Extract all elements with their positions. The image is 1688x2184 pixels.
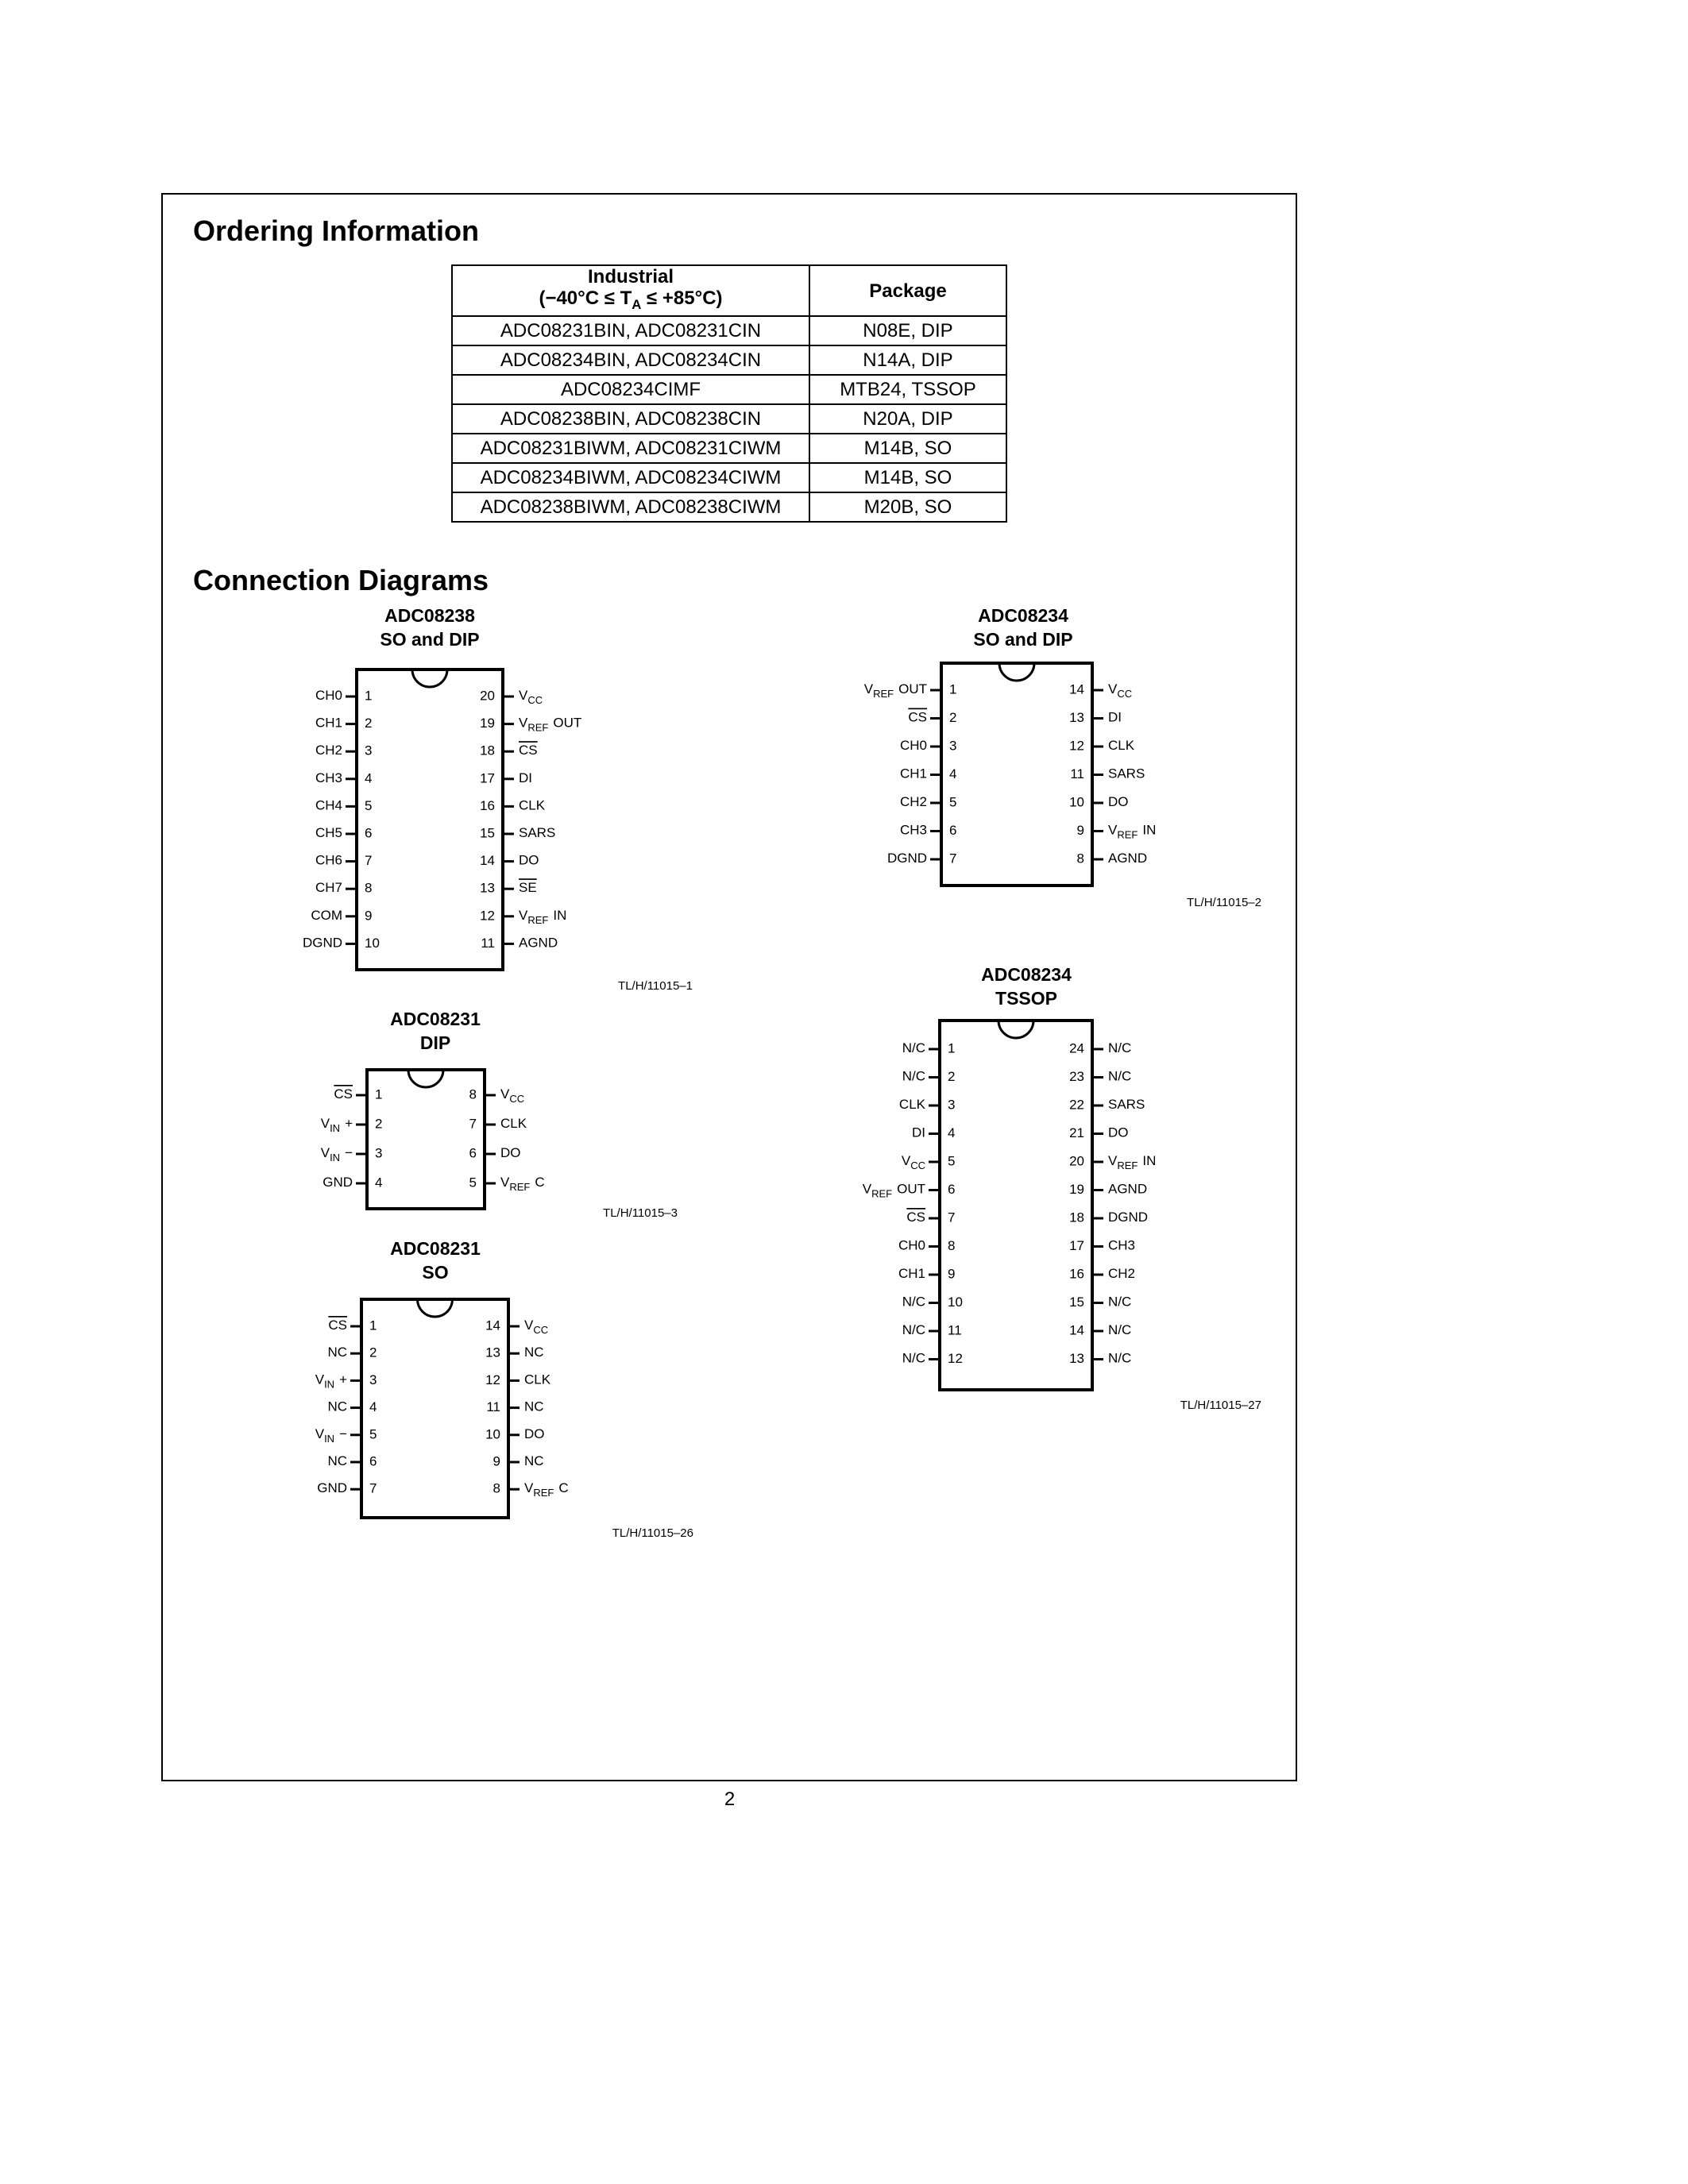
pin-number: 12 <box>485 1372 500 1387</box>
pin-label: $V_{CC}$ <box>524 1318 549 1337</box>
pin-number: 4 <box>365 770 373 786</box>
pin-number: 12 <box>1069 738 1084 754</box>
pin-number: 10 <box>1069 794 1084 810</box>
pin-number: 10 <box>485 1426 500 1442</box>
pin-label: $V_{REF}$ IN <box>1108 1153 1157 1172</box>
pin-label: DGND <box>886 851 927 866</box>
pin-number: 20 <box>1069 1153 1084 1169</box>
figure-reference: TL/H/11015–1 <box>618 979 693 993</box>
pin-number: 10 <box>948 1294 963 1310</box>
pin-number: 9 <box>948 1266 956 1282</box>
pin-label: $V_{REF}$ IN <box>1108 822 1157 841</box>
pin-number: 13 <box>1069 709 1084 725</box>
part-cell: ADC08234BIN, ADC08234CIN <box>452 345 809 375</box>
pin-label: $V_{IN}$ − <box>315 1426 347 1445</box>
pin-label: $V_{REF}$ OUT <box>519 716 582 735</box>
pin-number: 13 <box>480 880 495 896</box>
pin-number: 10 <box>365 935 380 951</box>
pin-number: 8 <box>365 880 373 896</box>
pin-label: N/C <box>902 1294 925 1310</box>
chip-adc08238 <box>303 605 693 993</box>
part-cell: ADC08234CIMF <box>452 375 809 404</box>
pin-label: NC <box>524 1399 544 1415</box>
pin-label: N/C <box>1108 1068 1132 1084</box>
package-cell: N08E, DIP <box>809 316 1006 345</box>
pin-label: CH2 <box>315 743 342 758</box>
pin-number: 19 <box>480 716 495 731</box>
chip-adc08234-dip <box>864 605 1261 909</box>
pin-label: CH5 <box>315 825 342 841</box>
chip-body <box>367 1070 485 1209</box>
pin-label: $V_{REF}$ IN <box>519 908 567 927</box>
chip-adc08231-so <box>315 1238 693 1540</box>
pin-label: DO <box>1108 794 1129 810</box>
pin-label: CH2 <box>899 794 927 810</box>
pin-number: 6 <box>365 825 373 841</box>
pin-label: CH3 <box>1108 1237 1136 1253</box>
pin-number: 7 <box>369 1480 377 1496</box>
figure-reference: TL/H/11015–27 <box>1180 1399 1261 1412</box>
pin-number: 2 <box>365 716 373 731</box>
pin-number: 7 <box>469 1116 477 1132</box>
chip-adc08234-tssop <box>863 964 1261 1412</box>
pin-number: 8 <box>948 1237 956 1253</box>
pin-number: 16 <box>1069 1266 1084 1282</box>
pin-label: GND <box>323 1175 353 1190</box>
part-cell: ADC08238BIWM, ADC08238CIWM <box>452 492 809 522</box>
pin-label: $V_{REF}$ C <box>500 1175 545 1194</box>
pin-number: 3 <box>365 743 373 758</box>
pin-label: DI <box>912 1125 925 1140</box>
part-cell: ADC08231BIN, ADC08231CIN <box>452 316 809 345</box>
pin-label: $V_{REF}$ OUT <box>862 1181 925 1200</box>
pin-number: 1 <box>948 1040 956 1056</box>
pin-number: 6 <box>369 1453 377 1469</box>
pin-number: 19 <box>1069 1181 1084 1197</box>
pin-number: 8 <box>492 1480 500 1496</box>
pin-label: DI <box>1108 709 1122 725</box>
pin-label: CH1 <box>315 716 342 731</box>
pin-number: 9 <box>1076 822 1084 838</box>
pin-label: $V_{IN}$ + <box>320 1116 353 1135</box>
pin-label: CLK <box>500 1116 527 1132</box>
pin-number: 12 <box>480 908 495 924</box>
pin-label: CH3 <box>899 822 927 838</box>
pin-label: N/C <box>1108 1350 1132 1366</box>
pin-label: CS <box>906 1210 925 1225</box>
pin-number: 11 <box>948 1322 962 1338</box>
pin-label: CH3 <box>315 770 342 786</box>
pin-number: 5 <box>369 1426 377 1442</box>
pin-label: $V_{CC}$ <box>519 688 543 707</box>
pin-number: 22 <box>1069 1097 1084 1113</box>
pin-number: 11 <box>486 1399 500 1415</box>
temp-range-sub: A <box>632 296 642 312</box>
figure-reference: TL/H/11015–3 <box>603 1206 678 1220</box>
pin-label: NC <box>327 1345 347 1360</box>
pin-label: CLK <box>519 797 546 813</box>
pin-number: 9 <box>365 908 373 924</box>
pin-label: NC <box>327 1453 347 1469</box>
pin-number: 6 <box>949 822 957 838</box>
pin-number: 14 <box>480 853 495 869</box>
pin-number: 2 <box>949 709 957 725</box>
pin-label: $V_{CC}$ <box>901 1153 925 1172</box>
pin-number: 1 <box>369 1318 377 1333</box>
pin-number: 5 <box>948 1153 956 1169</box>
pin-number: 1 <box>375 1086 383 1102</box>
pin-label: CH0 <box>899 738 927 754</box>
pin-label: CH2 <box>1108 1266 1136 1282</box>
package-cell: M14B, SO <box>809 434 1006 463</box>
chip-body <box>357 669 503 970</box>
pin-number: 4 <box>375 1175 383 1190</box>
pin-number: 9 <box>492 1453 500 1469</box>
pin-number: 11 <box>481 935 495 951</box>
ordering-title: Ordering Information <box>193 214 479 247</box>
pin-label: DO <box>1108 1125 1129 1140</box>
pin-label: N/C <box>902 1068 925 1084</box>
chip-package-label: SO and DIP <box>380 629 480 650</box>
pin-label: NC <box>327 1399 347 1415</box>
figure-reference: TL/H/11015–26 <box>612 1526 693 1540</box>
chip-title: ADC08238 <box>384 605 475 626</box>
pin-label: $V_{CC}$ <box>500 1086 525 1106</box>
pin-label: N/C <box>1108 1040 1132 1056</box>
pin-number: 21 <box>1069 1125 1084 1140</box>
pin-label: N/C <box>1108 1322 1132 1338</box>
pin-label: CLK <box>524 1372 551 1387</box>
pin-number: 3 <box>949 738 957 754</box>
temp-range-end: ≤ +85°C) <box>641 287 723 310</box>
part-cell: ADC08234BIWM, ADC08234CIWM <box>452 463 809 492</box>
pin-label: CS <box>519 743 538 758</box>
chip-adc08231-dip <box>321 1009 678 1220</box>
pin-label: N/C <box>1108 1294 1132 1310</box>
pin-number: 8 <box>469 1086 477 1102</box>
pin-number: 3 <box>948 1097 956 1113</box>
pin-label: CH4 <box>315 797 342 813</box>
pin-label: SARS <box>1108 766 1145 781</box>
connection-diagrams-title: Connection Diagrams <box>193 564 489 596</box>
pin-number: 15 <box>1069 1294 1084 1310</box>
pin-label: CH7 <box>315 880 342 896</box>
chip-title: ADC08234 <box>981 964 1072 985</box>
pin-label: CH0 <box>898 1237 925 1253</box>
pin-label: DGND <box>302 935 342 951</box>
pin-number: 1 <box>365 688 373 704</box>
pin-number: 2 <box>375 1116 383 1132</box>
pin-number: 6 <box>948 1181 956 1197</box>
pin-label: DO <box>519 853 539 869</box>
chip-package-label: SO <box>422 1262 449 1283</box>
package-cell: N20A, DIP <box>809 404 1006 434</box>
part-cell: ADC08231BIWM, ADC08231CIWM <box>452 434 809 463</box>
pin-label: AGND <box>1108 851 1148 866</box>
figure-reference: TL/H/11015–2 <box>1187 896 1261 909</box>
package-cell: M14B, SO <box>809 463 1006 492</box>
pin-number: 17 <box>480 770 495 786</box>
pin-label: NC <box>524 1453 544 1469</box>
temp-range-start: (−40°C ≤ T <box>539 287 632 310</box>
pin-label: CH1 <box>898 1266 925 1282</box>
pin-label: N/C <box>902 1040 925 1056</box>
package-cell: MTB24, TSSOP <box>809 375 1006 404</box>
chip-package-label: SO and DIP <box>973 629 1073 650</box>
pin-number: 16 <box>480 797 495 813</box>
pin-label: CS <box>328 1318 347 1333</box>
pin-label: CS <box>334 1086 353 1102</box>
chip-title: ADC08234 <box>978 605 1068 626</box>
pin-number: 14 <box>1069 681 1084 697</box>
pin-label: COM <box>311 908 342 924</box>
pin-label: GND <box>317 1480 347 1496</box>
pin-number: 5 <box>469 1175 477 1190</box>
pin-number: 23 <box>1069 1068 1084 1084</box>
chip-package-label: TSSOP <box>995 988 1057 1009</box>
pin-number: 5 <box>949 794 957 810</box>
pin-label: $V_{IN}$ + <box>315 1372 347 1391</box>
chip-package-label: DIP <box>419 1032 451 1053</box>
pin-label: NC <box>524 1345 544 1360</box>
pin-label: AGND <box>519 935 558 951</box>
pin-number: 2 <box>369 1345 377 1360</box>
pin-label: DO <box>524 1426 545 1442</box>
pin-label: $V_{IN}$ − <box>320 1145 353 1164</box>
pin-number: 7 <box>948 1210 956 1225</box>
pin-number: 18 <box>1069 1210 1084 1225</box>
pin-label: CH1 <box>899 766 927 781</box>
pin-label: $V_{REF}$ OUT <box>863 681 927 700</box>
pin-number: 1 <box>949 681 957 697</box>
pin-label: SARS <box>1108 1097 1145 1113</box>
pin-number: 7 <box>949 851 957 866</box>
pin-label: CLK <box>1108 738 1135 754</box>
pin-number: 7 <box>365 853 373 869</box>
chip-title: ADC08231 <box>390 1238 481 1259</box>
page-number: 2 <box>724 1788 736 1810</box>
pin-number: 14 <box>485 1318 500 1333</box>
pin-label: AGND <box>1108 1181 1148 1197</box>
pin-number: 18 <box>480 743 495 758</box>
pin-label: $V_{REF}$ C <box>524 1480 569 1499</box>
industrial-label: Industrial <box>587 266 674 288</box>
pin-label: N/C <box>902 1322 925 1338</box>
pin-number: 8 <box>1076 851 1084 866</box>
pin-label: DGND <box>1108 1210 1149 1225</box>
pin-number: 12 <box>948 1350 963 1366</box>
pin-label: CH6 <box>315 853 342 869</box>
pin-number: 3 <box>369 1372 377 1387</box>
pin-label: SE <box>519 880 537 896</box>
package-cell: N14A, DIP <box>809 345 1006 375</box>
pin-number: 6 <box>469 1145 477 1161</box>
pin-label: DI <box>519 770 532 786</box>
pin-number: 4 <box>948 1125 956 1140</box>
pin-label: DO <box>500 1145 521 1161</box>
pin-number: 15 <box>480 825 495 841</box>
package-cell: M20B, SO <box>809 492 1006 522</box>
pin-label: SARS <box>519 825 556 841</box>
pin-number: 13 <box>485 1345 500 1360</box>
pin-number: 20 <box>480 688 495 704</box>
pin-number: 4 <box>949 766 957 781</box>
pin-number: 3 <box>375 1145 383 1161</box>
column-header-package: Package <box>809 265 1006 316</box>
pin-label: CS <box>908 709 927 725</box>
pin-label: $V_{CC}$ <box>1108 681 1133 700</box>
pin-number: 17 <box>1069 1237 1084 1253</box>
pin-number: 4 <box>369 1399 377 1415</box>
pin-number: 14 <box>1069 1322 1084 1338</box>
part-cell: ADC08238BIN, ADC08238CIN <box>452 404 809 434</box>
pin-number: 11 <box>1070 766 1084 781</box>
pin-number: 2 <box>948 1068 956 1084</box>
pin-number: 24 <box>1069 1040 1084 1056</box>
pin-label: CLK <box>898 1097 925 1113</box>
pin-label: CH0 <box>315 688 342 704</box>
pin-number: 5 <box>365 797 373 813</box>
pin-label: N/C <box>902 1350 925 1366</box>
chip-title: ADC08231 <box>390 1009 481 1029</box>
pin-number: 13 <box>1069 1350 1084 1366</box>
